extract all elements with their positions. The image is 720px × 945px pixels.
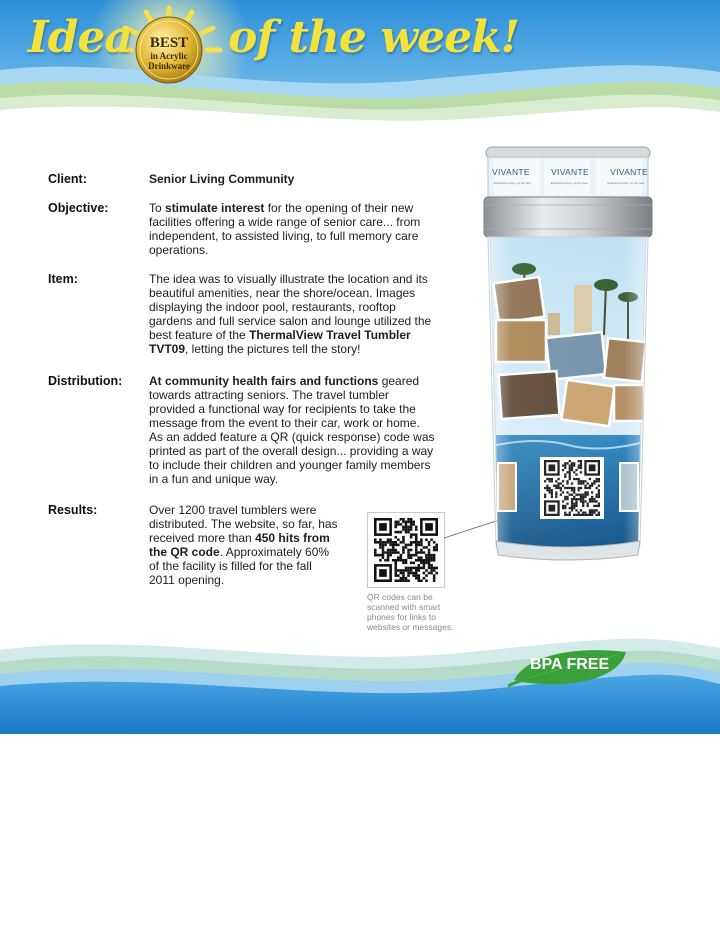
brand-2: VIVANTE (551, 167, 589, 177)
item-label: Item: (48, 272, 78, 286)
brand-3: VIVANTE (610, 167, 648, 177)
objective-label: Objective: (48, 201, 109, 215)
distribution-label: Distribution: (48, 374, 123, 388)
results-label: Results: (48, 503, 98, 517)
brand-1: VIVANTE (492, 167, 530, 177)
text-segment: Over 1200 travel tumblers were distributed. The website, so far, has received more than (149, 503, 338, 545)
badge-line3: Drinkware (148, 61, 190, 71)
text-segment: To (149, 201, 166, 215)
text-segment: stimulate interest (165, 201, 265, 215)
text-segment: , letting the pictures tell the story! (185, 342, 361, 356)
title-idea: Idea (28, 12, 132, 63)
tumbler-brand-sub (494, 181, 644, 185)
text-segment: geared towards attracting seniors. The travel tumbler provided a functional way for recipients to take the message from the event to their car, work or home. As an added feature a QR (quick response) code was printed as part of the overall design... providing a way to include their children and younger family members in a fun and unique way. (149, 374, 435, 486)
qr-caption: QR codes can be scanned with smart phones for links to websites or messages. (367, 592, 454, 632)
brand-sub-2: Enhanced Living - by the Sea (550, 181, 588, 185)
bpa-free-label: BPA FREE (530, 656, 610, 673)
text-segment: At community health fairs and functions (149, 374, 379, 388)
text-segment: ThermalView Travel Tumbler TVT09 (149, 328, 411, 356)
text-segment: Senior Living Community (149, 172, 295, 186)
text-segment: for the opening of their new facilities offering a wide range of senior care... from independent, to assisted living, to full memory care operations. (149, 201, 421, 257)
brand-sub-1: Enhanced Living - by the Sea (494, 181, 531, 185)
tumbler-brand-label (492, 167, 648, 177)
text-segment: . Approximately 60% of the facility is filled for the fall 2011 opening. (149, 545, 330, 587)
text-segment: 450 hits from the QR code (149, 531, 330, 559)
travel-tumbler-image (478, 145, 658, 565)
badge-line1: BEST (149, 35, 189, 51)
client-label: Client: (48, 172, 87, 186)
text-segment: The idea was to visually illustrate the location and its beautiful amenities, near the shore/ocean. Images displaying the indoor pool, restaurants, rooftop gardens and full service salon and lounge utilized the best feature of the (149, 272, 432, 342)
brand-sub-3: Enhanced Living - by the Sea (607, 181, 644, 185)
title-of-the-week: of the week! (228, 12, 519, 63)
badge-line2: in Acrylic (150, 51, 188, 61)
